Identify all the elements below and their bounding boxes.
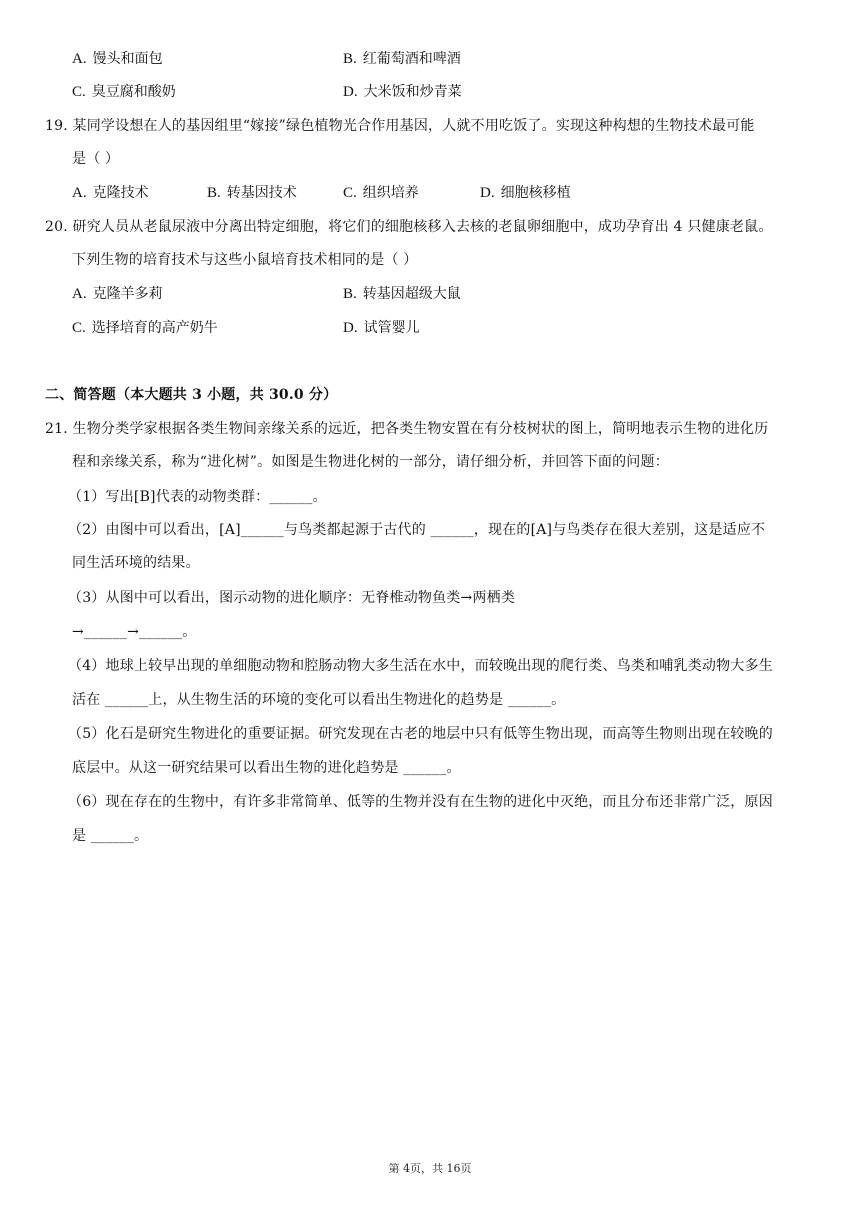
q21-sub-5-line-2: 底层中。从这一研究结果可以看出生物的进化趋势是 ______。 (72, 760, 461, 776)
q19-stem-line-2: 是（ ） (72, 151, 120, 167)
q18-option-d (343, 82, 462, 102)
q19-option-c (343, 183, 419, 203)
q20-option-a (72, 284, 163, 304)
option-text: 试管婴儿 (363, 320, 420, 336)
q19-option-d (480, 183, 571, 203)
q18-option-a (72, 49, 163, 69)
q21-sub-4-line-1: （4）地球上较早出现的单细胞动物和腔肠动物大多生活在水中，而较晚出现的爬行类、鸟类和哺乳类动物大多生 (68, 658, 773, 674)
q20-stem-line-1: 20. 研究人员从老鼠尿液中分离出特定细胞，将它们的细胞核移入去核的老鼠卵细胞中，成功孕育出 4 只健康老鼠。 (45, 219, 773, 235)
q21-sub-6-line-2: 是 ______。 (72, 828, 149, 844)
q21-sub-5-line-1: （5）化石是研究生物进化的重要证据。研究发现在古老的地层中只有低等生物出现，而高等生物则出现在较晚的 (68, 726, 773, 742)
option-letter: A. (72, 286, 87, 302)
q18-option-b (343, 49, 461, 69)
option-letter: A. (72, 185, 87, 201)
option-text: 选择培育的高产奶牛 (91, 320, 218, 336)
q21-sub-6-line-1: （6）现在存在的生物中，有许多非常简单、低等的生物并没有在生物的进化中灭绝，而且分布还非常广泛，原因 (68, 794, 773, 810)
option-text: 转基因超级大鼠 (362, 286, 461, 302)
option-text: 转基因技术 (226, 185, 297, 201)
option-letter: A. (72, 51, 87, 67)
q21-sub-3-line-1: （3）从图中可以看出，图示动物的进化顺序：无脊椎动物鱼类→两栖类 (68, 590, 516, 606)
option-text: 克隆羊多莉 (92, 286, 163, 302)
q19-option-a (72, 183, 149, 203)
q21-sub-2-line-1: （2）由图中可以看出，[A]______与鸟类都起源于古代的 ______，现在的[A]与鸟类存在很大差别，这是适应不 (68, 522, 766, 538)
section-heading: 二、简答题（本大题共 3 小题，共 30.0 分） (45, 387, 338, 403)
option-text: 红葡萄酒和啤酒 (362, 51, 461, 67)
option-text: 组织培养 (362, 185, 419, 201)
option-letter: D. (480, 185, 495, 201)
option-letter: D. (343, 320, 358, 336)
q20-option-c (72, 318, 218, 338)
q21-sub-1: （1）写出[B]代表的动物类群：______。 (68, 489, 327, 505)
option-letter: C. (72, 320, 86, 336)
option-text: 馒头和面包 (92, 51, 163, 67)
q20-option-d (343, 318, 420, 338)
q21-sub-4-line-2: 活在 ______上，从生物生活的环境的变化可以看出生物进化的趋势是 ______。 (72, 692, 566, 708)
option-letter: C. (72, 84, 86, 100)
page-number: 第 4页，共 16页 (388, 1162, 472, 1175)
q20-stem-line-2: 下列生物的培育技术与这些小鼠培育技术相同的是（ ） (72, 252, 418, 268)
option-text: 细胞核移植 (500, 185, 571, 201)
option-letter: B. (343, 286, 357, 302)
q21-stem-line-1: 21. 生物分类学家根据各类生物间亲缘关系的远近，把各类生物安置在有分枝树状的图上，简明地表示生物的进化历 (45, 421, 769, 437)
option-letter: C. (343, 185, 357, 201)
q21-sub-3-line-2: →______→______。 (72, 624, 197, 640)
q19-option-b (207, 183, 297, 203)
q20-option-b (343, 284, 461, 304)
option-text: 臭豆腐和酸奶 (91, 84, 176, 100)
q21-stem-line-2: 程和亲缘关系，称为“进化树”。如图是生物进化树的一部分，请仔细分析，并回答下面的问题： (72, 454, 669, 470)
option-letter: B. (343, 51, 357, 67)
option-letter: D. (343, 84, 358, 100)
option-text: 大米饭和炒青菜 (363, 84, 462, 100)
option-letter: B. (207, 185, 221, 201)
q18-option-c (72, 82, 176, 102)
option-text: 克隆技术 (92, 185, 149, 201)
q21-sub-2-line-2: 同生活环境的结果。 (72, 555, 200, 571)
q19-stem-line-1: 19. 某同学设想在人的基因组里“嫁接”绿色植物光合作用基因，人就不用吃饭了。实现这种构想的生物技术最可能 (45, 118, 755, 134)
